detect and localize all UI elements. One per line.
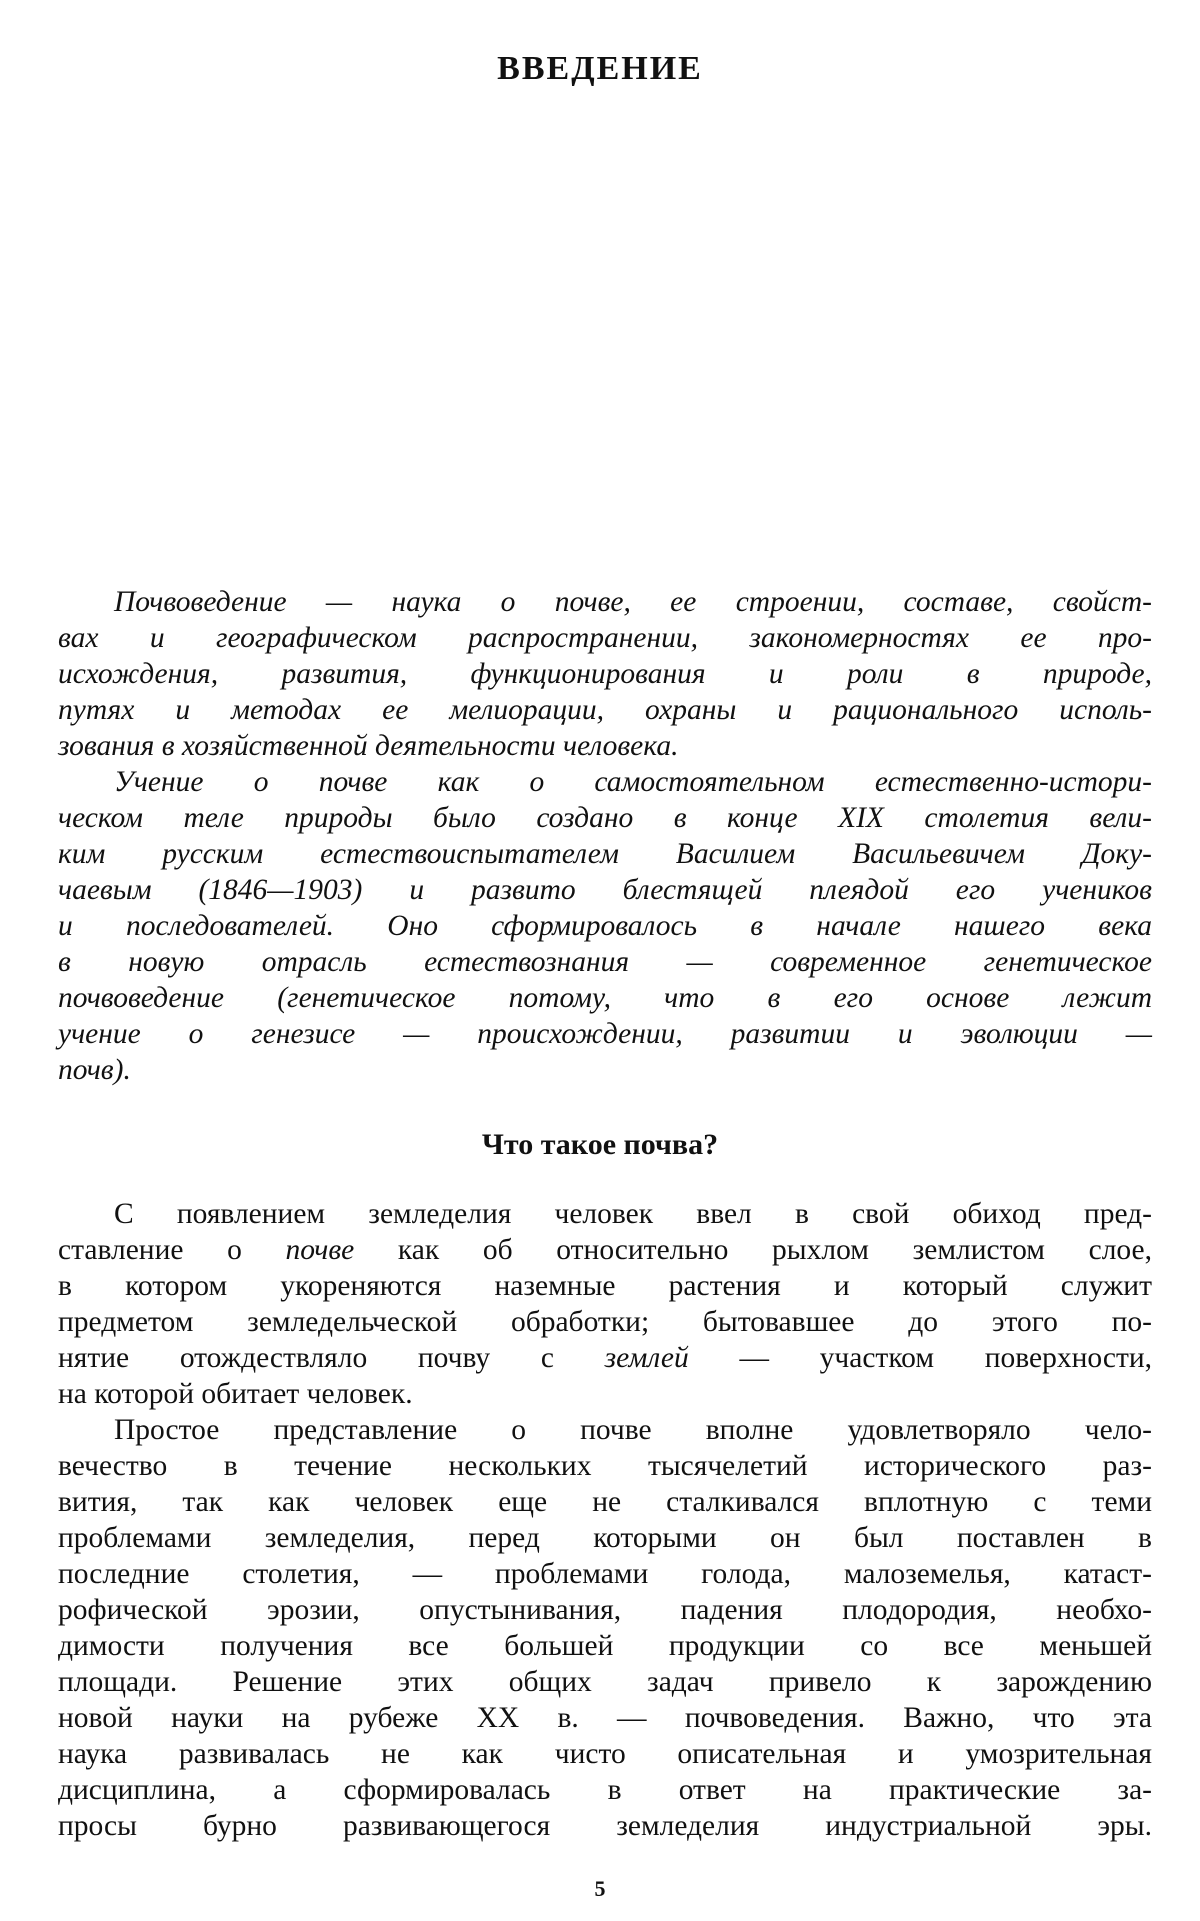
text-line: ческом теле природы было создано в конце XIX столетия вели- — [58, 802, 1152, 834]
section-paragraph-1 — [58, 1196, 1152, 1412]
section-heading: Что такое почва? — [481, 1128, 719, 1161]
text-line: С появлением земледелия человек ввел в свой обиход пред- — [114, 1198, 1152, 1230]
text-line: в новую отрасль естествознания — современное генетическое — [58, 946, 1152, 978]
text-line: учение о генезисе — происхождении, развитии и эволюции — — [58, 1018, 1152, 1050]
chapter-title: ВВЕДЕНИЕ — [497, 50, 703, 87]
text-line: вития, так как человек еще не сталкивался вплотную с теми — [58, 1486, 1152, 1518]
text-line: дисциплина, а сформировалась в ответ на практические за- — [58, 1774, 1152, 1806]
text-line: площади. Решение этих общих задач привело к зарождению — [58, 1666, 1152, 1698]
text-line: чаевым (1846—1903) и развито блестящей плеядой его учеников — [58, 874, 1152, 906]
text-line: ким русским естествоиспытателем Василием Васильевичем Доку- — [58, 838, 1152, 870]
text-line: на которой обитает человек. — [58, 1378, 413, 1410]
text-run: как об относительно рыхлом землистом слое, — [354, 1234, 1153, 1266]
emphasized-term: почве — [285, 1234, 355, 1266]
definition-paragraph — [58, 584, 1152, 1088]
text-run: ставление о — [58, 1234, 286, 1266]
text-line: предметом земледельческой обработки; бытовавшее до этого по- — [58, 1306, 1152, 1338]
text-line: вечество в течение нескольких тысячелетий исторического раз- — [58, 1450, 1152, 1482]
text-line: Учение о почве как о самостоятельном естественно-истори- — [114, 766, 1152, 798]
page-number: 5 — [594, 1876, 606, 1901]
text-run: — участком поверхности, — [688, 1342, 1152, 1374]
text-line: димости получения все большей продукции со все меньшей — [58, 1630, 1152, 1662]
text-line: почв). — [58, 1054, 131, 1086]
text-line: исхождения, развития, функционирования и роли в природе, — [58, 658, 1152, 690]
text-line: зования в хозяйственной деятельности человека. — [58, 730, 679, 762]
text-line: в котором укореняются наземные растения и который служит — [58, 1270, 1152, 1302]
text-line: Простое представление о почве вполне удовлетворяло чело- — [114, 1414, 1152, 1446]
text-line: путях и методах ее мелиорации, охраны и рационального исполь- — [58, 694, 1152, 726]
text-line: Почвоведение — наука о почве, ее строении, составе, свойст- — [114, 586, 1152, 618]
text-line: просы бурно развивающегося земледелия индустриальной эры. — [58, 1810, 1152, 1842]
text-line — [58, 1232, 1152, 1268]
text-line: наука развивалась не как чисто описательная и умозрительная — [58, 1738, 1152, 1770]
text-line: новой науки на рубеже XX в. — почвоведения. Важно, что эта — [58, 1702, 1152, 1734]
text-line: последние столетия, — проблемами голода, малоземелья, катаст- — [58, 1558, 1152, 1590]
text-line — [58, 1340, 1152, 1376]
emphasized-term: землей — [604, 1342, 689, 1374]
intro-paragraph — [58, 764, 1152, 1088]
text-line: рофической эрозии, опустынивания, падения плодородия, необхо- — [58, 1594, 1152, 1626]
text-line: вах и географическом распространении, закономерностях ее про- — [58, 622, 1152, 654]
text-line: и последователей. Оно сформировалось в начале нашего века — [58, 910, 1152, 942]
text-line: почвоведение (генетическое потому, что в его основе лежит — [58, 982, 1152, 1014]
text-line: проблемами земледелия, перед которыми он был поставлен в — [58, 1522, 1152, 1554]
section-paragraph-2 — [58, 1412, 1152, 1844]
text-run: нятие отождествляло почву с — [58, 1342, 605, 1374]
section-body — [58, 1196, 1152, 1844]
